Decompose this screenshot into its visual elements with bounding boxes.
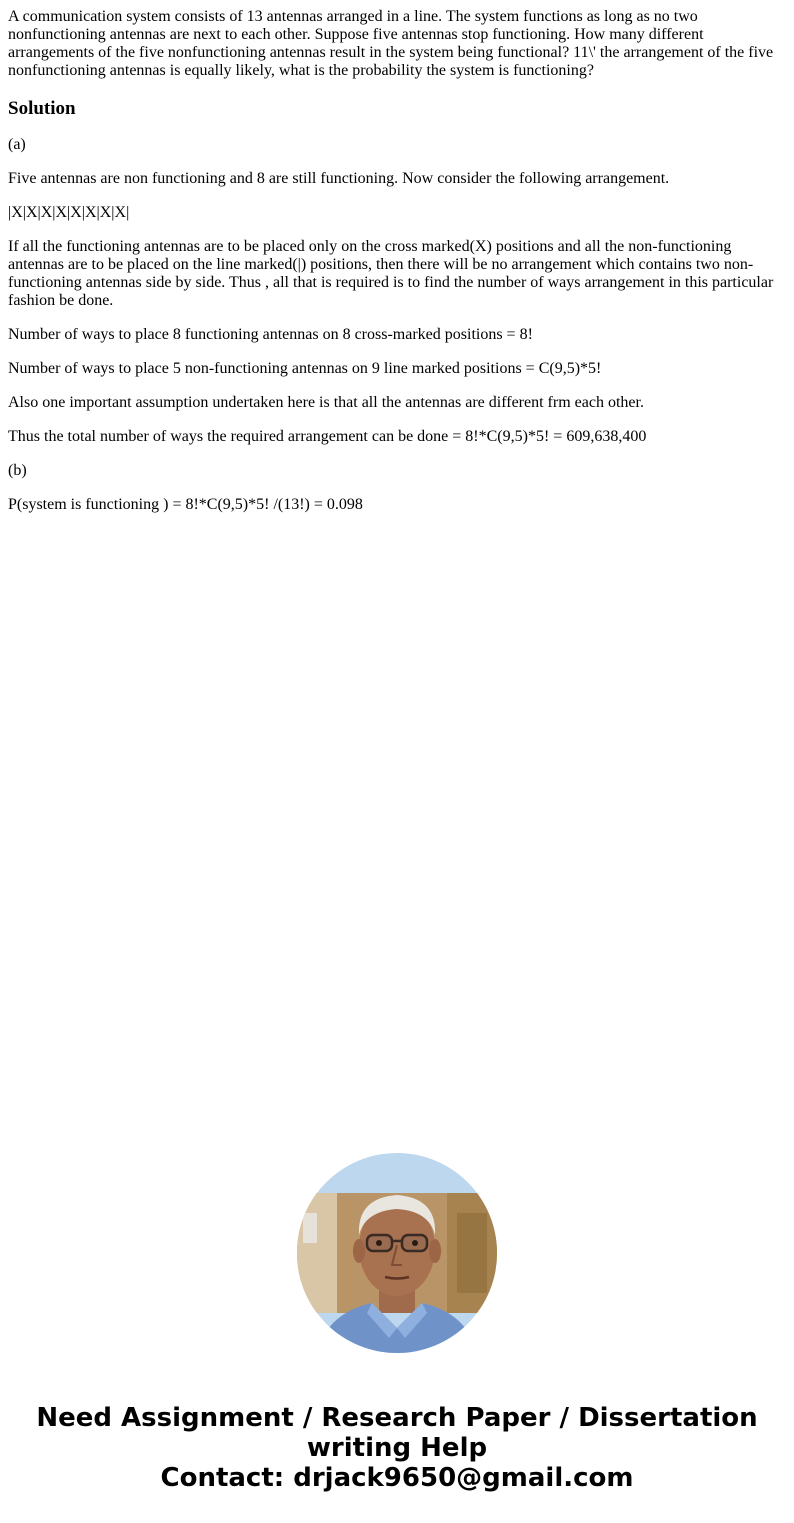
part-b-label: (b) xyxy=(8,462,27,479)
solution-heading: Solution xyxy=(8,98,76,119)
solution-paragraph: Five antennas are non functioning and 8 are still functioning. Now consider the following arrangement. xyxy=(8,170,670,187)
document-body xyxy=(8,8,778,530)
solution-paragraph: Number of ways to place 8 functioning antennas on 8 cross-marked positions = 8! xyxy=(8,326,533,343)
solution-paragraph: If all the functioning antennas are to be placed only on the cross marked(X) positions and all the non-functioning antennas are to be placed on the line marked(|) positions, then there will be no arrangement which contains two non-functioning antennas side by side. Thus , all that is required is to find the number of ways arrangement in this particular fashion be done. xyxy=(8,238,774,309)
solution-paragraph: Number of ways to place 5 non-functioning antennas on 9 line marked positions = C(9,5)*5! xyxy=(8,360,602,377)
probability-result: P(system is functioning ) = 8!*C(9,5)*5! /(13!) = 0.098 xyxy=(8,496,363,513)
banner-line: Need Assignment / Research Paper / Dissertation xyxy=(36,1403,758,1433)
contact-email: Contact: drjack9650@gmail.com xyxy=(160,1463,634,1493)
part-a-label: (a) xyxy=(8,136,26,153)
solution-paragraph: Thus the total number of ways the required arrangement can be done = 8!*C(9,5)*5! = 609,638,400 xyxy=(8,428,647,445)
solution-paragraph: Also one important assumption undertaken here is that all the antennas are different frm each other. xyxy=(8,394,644,411)
arrangement-diagram: |X|X|X|X|X|X|X|X| xyxy=(8,204,130,221)
contact-banner xyxy=(0,1403,794,1493)
question-text: A communication system consists of 13 antennas arranged in a line. The system functions as long as no two nonfunctioning antennas are next to each other. Suppose five antennas stop functioning. How many different arrangements of the five nonfunctioning antennas result in the system being functional? 11\' the arrangement of the five nonfunctioning antennas is equally likely, what is the probability the system is functioning? xyxy=(8,8,774,79)
banner-line: writing Help xyxy=(306,1433,488,1463)
author-avatar xyxy=(297,1153,497,1353)
